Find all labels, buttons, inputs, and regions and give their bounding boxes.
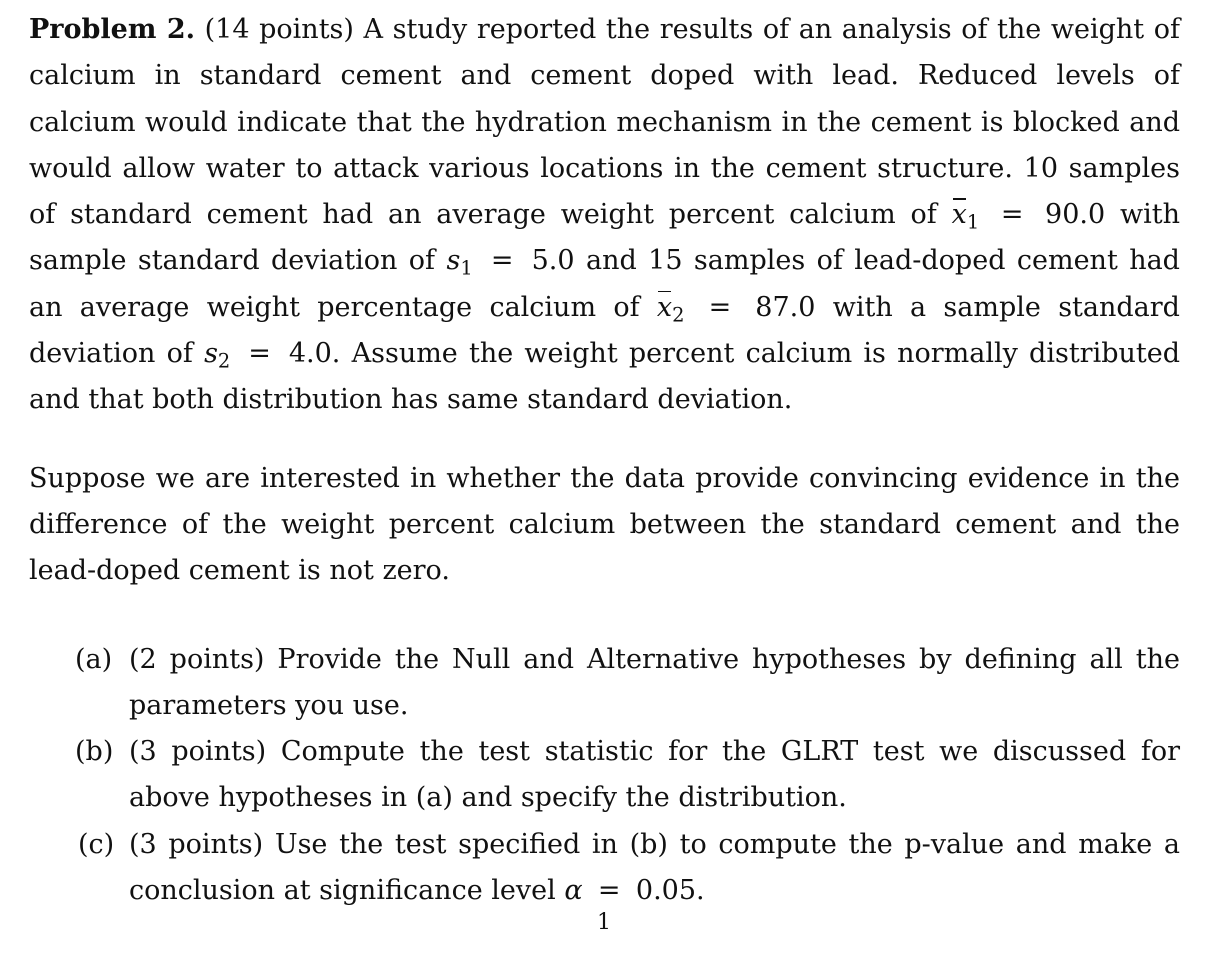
xbar1-variable: x (952, 192, 967, 238)
problem-text-end: Assume the weight percent calcium is normally distributed and that both distribution has same standard deviation. (29, 338, 1181, 416)
xbar1-subscript: 1 (966, 210, 980, 234)
question-paragraph: Suppose we are interested in whether the data provide convincing evidence in the difference of the weight percent calcium between the standard cement and the lead-doped cement is not zero. (29, 462, 1180, 587)
sub-question-list (29, 637, 1180, 915)
s2-value: 4.0. (288, 338, 341, 370)
sub-question-b (29, 729, 1180, 822)
equals-sign: = (490, 245, 514, 277)
sub-question-c (29, 822, 1180, 915)
xbar2-value: 87.0 (755, 291, 816, 323)
sub-question-label: (c) (78, 828, 115, 860)
xbar2-variable: x (657, 285, 672, 331)
sub-question-label: (a) (75, 643, 113, 675)
xbar2-subscript: 2 (672, 303, 685, 327)
problem-text-after-xbar2: with a sample standard deviation of (29, 291, 1180, 370)
s2-variable: s (204, 338, 218, 370)
sub-question-a (29, 637, 1180, 730)
sub-question-text: (2 points) Provide the Null and Alternative hypotheses by defining all the parameters you use. (129, 643, 1180, 721)
problem-text-after-s1: and 15 samples of lead-doped cement had an average weight percentage calcium of (29, 245, 1180, 323)
xbar1-value: 90.0 (1045, 199, 1106, 231)
s1-value: 5.0 (531, 245, 575, 277)
equals-sign: = (1000, 199, 1024, 231)
alpha-symbol: α (564, 875, 583, 907)
s2-subscript: 2 (217, 349, 231, 373)
problem-label: Problem 2. (29, 14, 196, 45)
page-number: 1 (597, 910, 611, 935)
sub-question-text: (3 points) Use the test specified in (b) to compute the p-value and make a conclusion at significance level (129, 828, 1180, 907)
sub-question-text: (3 points) Compute the test statistic for the GLRT test we discussed for above hypotheses in (a) and specify the distribution. (129, 736, 1180, 814)
problem-intro: (14 points) A study reported the results of an analysis of the weight of calcium in standard cement and cement doped with lead. Reduced levels of calcium would indicate that the hydration mechanism in the cement is blocked and would allow water to attack various locations in the cement structure. 10 samples of standard cement had an average weight percent calcium of (29, 14, 1180, 231)
problem-page (29, 7, 1180, 914)
s1-subscript: 1 (460, 256, 473, 280)
alpha-value: 0.05. (635, 875, 705, 907)
equals-sign: = (597, 875, 621, 907)
equals-sign: = (708, 291, 732, 323)
problem-text-after-xbar1: with sample standard deviation of (29, 199, 1180, 277)
equals-sign: = (248, 338, 271, 370)
sub-question-label: (b) (75, 736, 114, 768)
problem-statement (29, 7, 1180, 424)
s1-variable: s (446, 245, 461, 277)
